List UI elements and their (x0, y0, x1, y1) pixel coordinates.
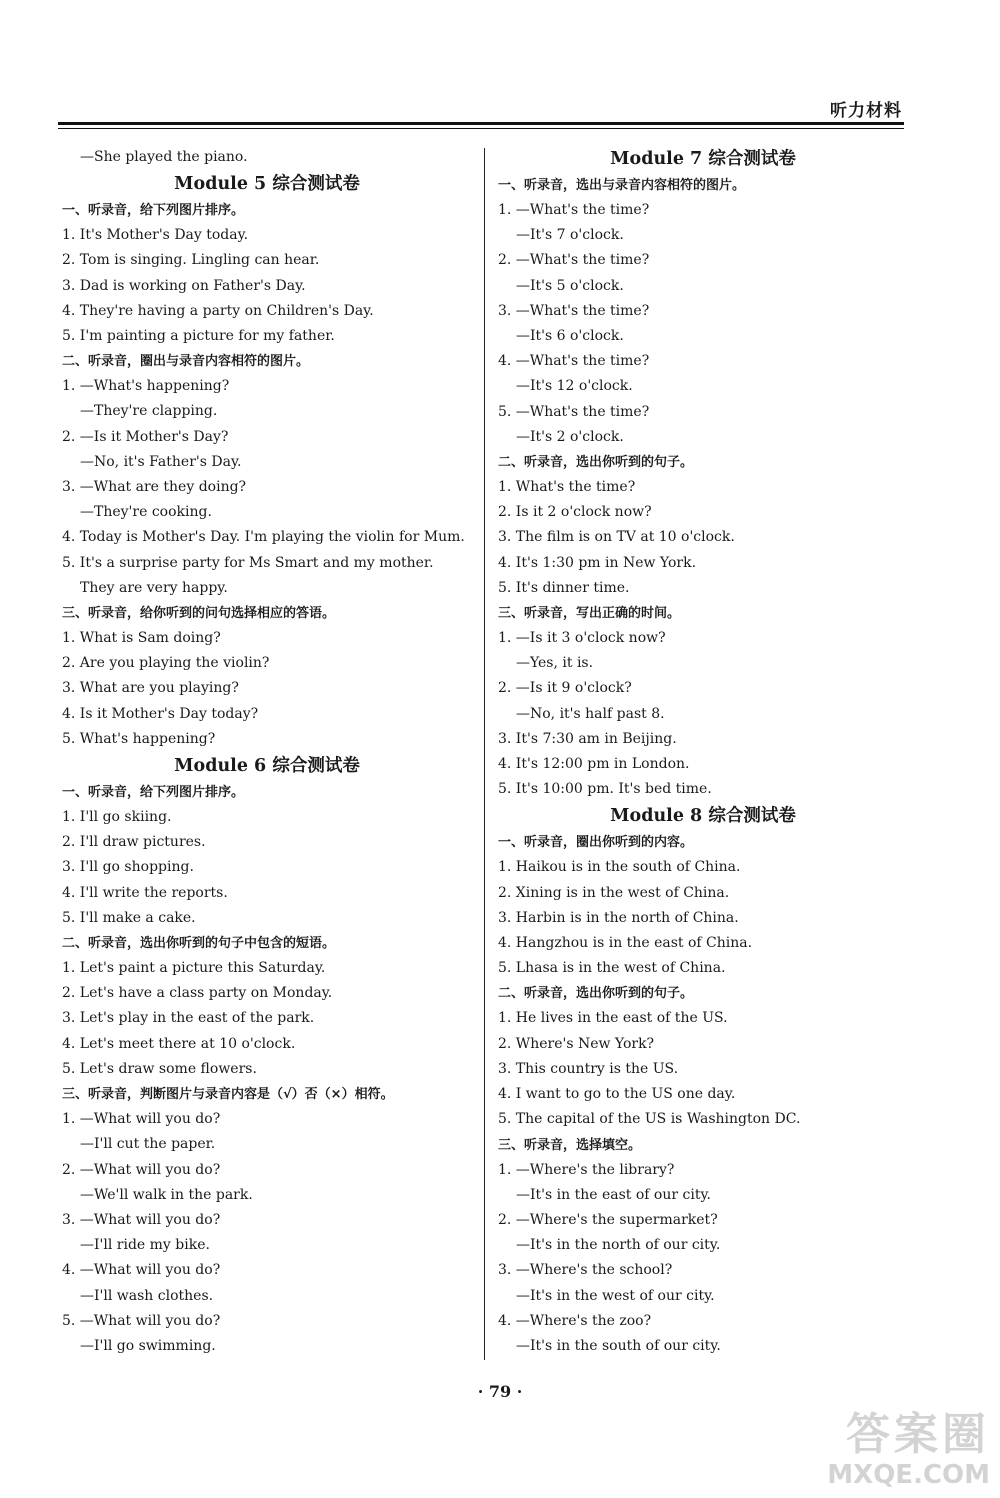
m6-section-1: 一、听录音，给下列图片排序。 (62, 785, 245, 801)
question: 2. —Is it Mother's Day? (62, 428, 229, 445)
list-item: 5. I'm painting a picture for my father. (62, 328, 335, 345)
answer: —It's in the north of our city. (516, 1237, 721, 1254)
list-item: 4. Hangzhou is in the east of China. (498, 935, 753, 952)
list-item: 2. Let's have a class party on Monday. (62, 985, 333, 1002)
list-item: 1. He lives in the east of the US. (498, 1010, 728, 1027)
answer: —I'll cut the paper. (80, 1136, 216, 1153)
list-item: 5. It's dinner time. (498, 579, 630, 596)
m8-section-2: 二、听录音，选出你听到的句子。 (498, 986, 694, 1002)
page-header-title: 听力材料 (830, 101, 902, 121)
question: 4. —Where's the zoo? (498, 1312, 652, 1329)
question: 3. —What are they doing? (62, 479, 247, 496)
page-number: · 79 · (477, 1382, 523, 1401)
m5-section-3: 三、听录音，给你听到的问句选择相应的答语。 (62, 606, 336, 622)
question: 1. —Where's the library? (498, 1161, 675, 1178)
list-item: 3. What are you playing? (62, 680, 239, 697)
list-item: 5. I'll make a cake. (62, 909, 196, 926)
question: 2. —Where's the supermarket? (498, 1211, 718, 1228)
list-item: 5. Let's draw some flowers. (62, 1060, 257, 1077)
answer: —It's 2 o'clock. (516, 428, 624, 445)
question: 5. It's a surprise party for Ms Smart and my mother. They are very happy. (62, 554, 434, 596)
question: 1. —What will you do? (62, 1111, 221, 1128)
answer: —We'll walk in the park. (80, 1186, 253, 1203)
question: 3. —What's the time? (498, 302, 650, 319)
list-item: 5. It's 10:00 pm. It's bed time. (498, 781, 712, 798)
answer: —It's 5 o'clock. (516, 277, 624, 294)
m6-section-3: 三、听录音，判断图片与录音内容是（√）否（×）相符。 (62, 1087, 394, 1103)
watermark (827, 1410, 990, 1490)
answer: —It's in the south of our city. (516, 1337, 721, 1354)
question: 2. —What will you do? (62, 1161, 221, 1178)
answer: —It's 6 o'clock. (516, 328, 624, 345)
watermark-domain: MXQE.COM (827, 1460, 990, 1490)
list-item: 2. Are you playing the violin? (62, 655, 270, 672)
list-item: 3. Dad is working on Father's Day. (62, 277, 306, 294)
list-item: 4. Let's meet there at 10 o'clock. (62, 1035, 296, 1052)
m7-section-1: 一、听录音，选出与录音内容相符的图片。 (498, 178, 746, 193)
list-item: 3. The film is on TV at 10 o'clock. (498, 529, 735, 546)
list-item: 2. Where's New York? (498, 1035, 655, 1052)
m7-section-2: 二、听录音，选出你听到的句子。 (498, 455, 694, 471)
answer: —They're cooking. (80, 504, 212, 521)
answer: —They're clapping. (80, 403, 218, 420)
answer: —It's 7 o'clock. (516, 227, 624, 244)
list-item: 2. Xining is in the west of China. (498, 884, 730, 901)
m5-section-1: 一、听录音，给下列图片排序。 (62, 203, 245, 219)
answer: —Yes, it is. (516, 655, 594, 672)
answer: —It's in the east of our city. (516, 1186, 711, 1203)
right-column (498, 145, 908, 1359)
list-item: 5. What's happening? (62, 730, 216, 747)
list-item: 4. They're having a party on Children's Day. (62, 302, 374, 319)
question: 3. —Where's the school? (498, 1262, 673, 1279)
list-item: 1. What is Sam doing? (62, 630, 221, 647)
answer: —I'll ride my bike. (80, 1237, 210, 1254)
header-rule-thin (58, 128, 904, 129)
list-item: 3. This country is the US. (498, 1060, 679, 1077)
list-item: 3. Harbin is in the north of China. (498, 909, 739, 926)
question: 5. —What's the time? (498, 403, 650, 420)
list-item: 2. I'll draw pictures. (62, 834, 206, 851)
header-rule-thick (58, 122, 904, 125)
question: 2. —What's the time? (498, 252, 650, 269)
m8-section-1: 一、听录音，圈出你听到的内容。 (498, 835, 694, 851)
question: 4. Today is Mother's Day. I'm playing the violin for Mum. (62, 529, 465, 546)
question: 4. —What's the time? (498, 353, 650, 370)
list-item: 4. I want to go to the US one day. (498, 1086, 736, 1103)
m7-section-3: 三、听录音，写出正确的时间。 (498, 606, 681, 622)
answer: —No, it's Father's Day. (80, 453, 242, 470)
question: 5. —What will you do? (62, 1312, 221, 1329)
module-8-title: Module 8 综合测试卷 (610, 806, 796, 827)
m6-section-2: 二、听录音，选出你听到的句子中包含的短语。 (62, 936, 336, 952)
watermark-logo-text: 答案圈 (846, 1409, 990, 1460)
list-item: 3. Let's play in the east of the park. (62, 1010, 315, 1027)
question: 3. —What will you do? (62, 1211, 221, 1228)
list-item: 1. It's Mother's Day today. (62, 227, 249, 244)
answer: —It's 12 o'clock. (516, 378, 633, 395)
answer: —It's in the west of our city. (516, 1287, 715, 1304)
question: 1. —What's the time? (498, 202, 650, 218)
left-column (62, 145, 472, 1359)
list-item: 5. The capital of the US is Washington DC. (498, 1111, 801, 1128)
m5-section-2: 二、听录音，圈出与录音内容相符的图片。 (62, 354, 310, 370)
question: 4. —What will you do? (62, 1262, 221, 1279)
module-5-title: Module 5 综合测试卷 (174, 174, 360, 195)
list-item: 2. Is it 2 o'clock now? (498, 504, 652, 521)
answer: —I'll go swimming. (80, 1337, 216, 1354)
list-item: 3. It's 7:30 am in Beijing. (498, 730, 677, 747)
question: 2. —Is it 9 o'clock? (498, 680, 632, 697)
list-item: 4. Is it Mother's Day today? (62, 705, 259, 722)
module-6-title: Module 6 综合测试卷 (174, 756, 360, 777)
list-item: 1. What's the time? (498, 479, 636, 496)
list-item: 4. It's 1:30 pm in New York. (498, 554, 697, 571)
list-item: 1. Haikou is in the south of China. (498, 859, 741, 876)
list-item: 4. I'll write the reports. (62, 884, 228, 901)
module-7-title: Module 7 综合测试卷 (610, 149, 796, 169)
list-item: 5. Lhasa is in the west of China. (498, 960, 726, 977)
answer: —I'll wash clothes. (80, 1287, 214, 1304)
m8-section-3: 三、听录音，选择填空。 (498, 1137, 642, 1153)
question: 1. —What's happening? (62, 378, 230, 395)
answer: —No, it's half past 8. (516, 705, 665, 722)
question: 1. —Is it 3 o'clock now? (498, 630, 666, 647)
list-item: 2. Tom is singing. Lingling can hear. (62, 252, 320, 269)
intro-line: —She played the piano. (80, 149, 248, 165)
column-divider (484, 148, 485, 1360)
list-item: 1. Let's paint a picture this Saturday. (62, 960, 326, 977)
list-item: 3. I'll go shopping. (62, 859, 194, 876)
list-item: 1. I'll go skiing. (62, 809, 172, 826)
list-item: 4. It's 12:00 pm in London. (498, 756, 690, 773)
